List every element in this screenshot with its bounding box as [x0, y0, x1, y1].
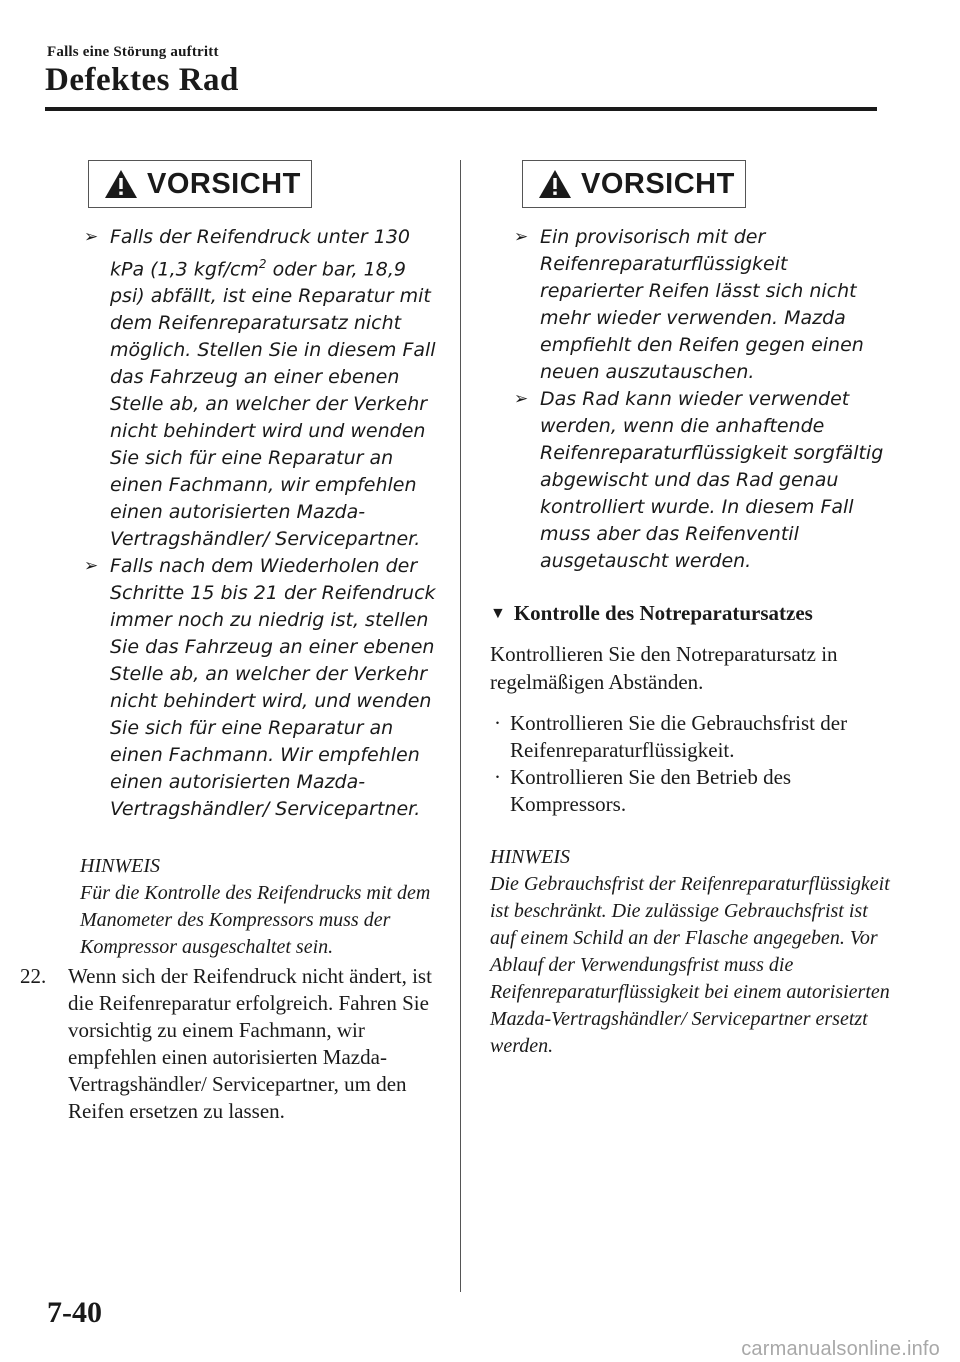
- bullet-text: Kontrollieren Sie die Gebrauchsfrist der Reifenreparaturflüssigkeit.: [510, 711, 848, 762]
- section-title: Falls eine Störung auftritt: [47, 44, 219, 60]
- note-title: HINWEIS: [80, 855, 160, 878]
- caution-text: Falls der Reifendruck unter 130 kPa (1,3 kgf/cm: [110, 226, 411, 281]
- warning-box: [88, 160, 312, 208]
- warning-triangle-icon: [103, 168, 139, 200]
- caution-text: oder bar, 18,9 psi) abfällt, ist eine Reparatur mit dem Reifenreparatursatz nicht möglich. Stellen Sie in diesem Fall das Fahrzeug an einer ebenen Stelle ab, an welcher der Verkehr nicht behindert wird und wenden Sie sich für eine Reparatur an einen Fachmann, wir empfehlen einen autorisierten Mazda-Vertragshändler/ Servicepartner.: [110, 258, 436, 551]
- section-heading-text: Kontrolle des Notreparatursatzes: [513, 601, 813, 625]
- page-title: Defektes Rad: [45, 62, 239, 98]
- watermark: carmanualsonline.info: [741, 1338, 940, 1360]
- superscript: 2: [258, 257, 267, 271]
- warning-triangle-icon: [537, 168, 573, 200]
- warning-label: VORSICHT: [147, 167, 301, 200]
- caution-item: [490, 386, 890, 575]
- note-title: HINWEIS: [490, 846, 570, 868]
- caution-text: Ein provisorisch mit der Reifenreparaturflüssigkeit reparierter Reifen lässt sich nicht mehr wieder verwenden. Mazda empfiehlt den Reifen gegen einen neuen auszutauschen.: [540, 226, 864, 383]
- caution-list: [490, 224, 890, 575]
- arrowhead-bullet-icon: ➢: [514, 227, 529, 247]
- left-column: [20, 160, 440, 1125]
- caution-text: Falls nach dem Wiederholen der Schritte 15 bis 21 der Reifendruck immer noch zu niedrig ist, stellen Sie das Fahrzeug an einer ebenen Stelle ab, an welcher der Verkehr nicht behindert wird, und wenden Sie sich für eine Reparatur an einen Fachmann. Wir empfehlen einen autorisierten Mazda-Vertragshändler/ Servicepartner.: [110, 555, 436, 821]
- caution-item: [60, 224, 440, 553]
- section-heading: [490, 601, 890, 626]
- bullet-item: [490, 710, 890, 764]
- step-text: Wenn sich der Reifendruck nicht ändert, ist die Reifenreparatur erfolgreich. Fahren Sie vorsichtig zu einem Fachmann, wir empfehlen einen autorisierten Mazda-Vertragshändler/ Servicepartner, um den Reifen ersetzen zu lassen.: [68, 964, 432, 1124]
- warning-box: [522, 160, 746, 208]
- note: [490, 844, 890, 1060]
- arrowhead-bullet-icon: ➢: [514, 389, 529, 409]
- caution-item: [490, 224, 890, 386]
- body-text: Kontrollieren Sie den Notreparatursatz in regelmäßigen Abständen.: [490, 642, 838, 694]
- caution-text: Das Rad kann wieder verwendet werden, wenn die anhaftende Reifenreparaturflüssigkeit sorgfältig abgewischt und das Rad genau kontrolliert wurde. In diesem Fall muss aber das Reifenventil ausgetauscht werden.: [540, 388, 884, 572]
- note-text: Die Gebrauchsfrist der Reifenreparaturflüssigkeit ist beschränkt. Die zulässige Gebrauchsfrist ist auf einem Schild an der Flasche angegeben. Vor Ablauf der Verwendungsfrist muss die Reifenreparaturflüssigkeit bei einem autorisierten Mazda-Vertragshändler/ Servicepartner ersetzt werden.: [490, 873, 890, 1057]
- bullet-list: [490, 710, 890, 818]
- arrowhead-bullet-icon: ➢: [84, 227, 99, 247]
- warning-label: VORSICHT: [581, 167, 735, 200]
- step-number: 22.: [20, 964, 47, 989]
- note-text: Für die Kontrolle des Reifendrucks mit dem Manometer des Kompressors muss der Kompressor ausgeschaltet sein.: [80, 882, 431, 959]
- note: [80, 853, 440, 961]
- arrowhead-bullet-icon: ➢: [84, 556, 99, 577]
- bullet-item: [490, 764, 890, 818]
- right-column: [490, 160, 890, 1060]
- step-item: [20, 963, 440, 1125]
- header-rule: [45, 107, 877, 111]
- page-number: 7-40: [47, 1296, 102, 1329]
- caution-list: [60, 224, 440, 823]
- bullet-dot-icon: ·: [494, 765, 501, 789]
- triangle-down-icon: ▼: [490, 604, 506, 622]
- column-divider: [460, 160, 461, 1292]
- caution-item: [60, 553, 440, 823]
- bullet-dot-icon: ·: [494, 711, 501, 735]
- bullet-text: Kontrollieren Sie den Betrieb des Kompressors.: [510, 765, 792, 816]
